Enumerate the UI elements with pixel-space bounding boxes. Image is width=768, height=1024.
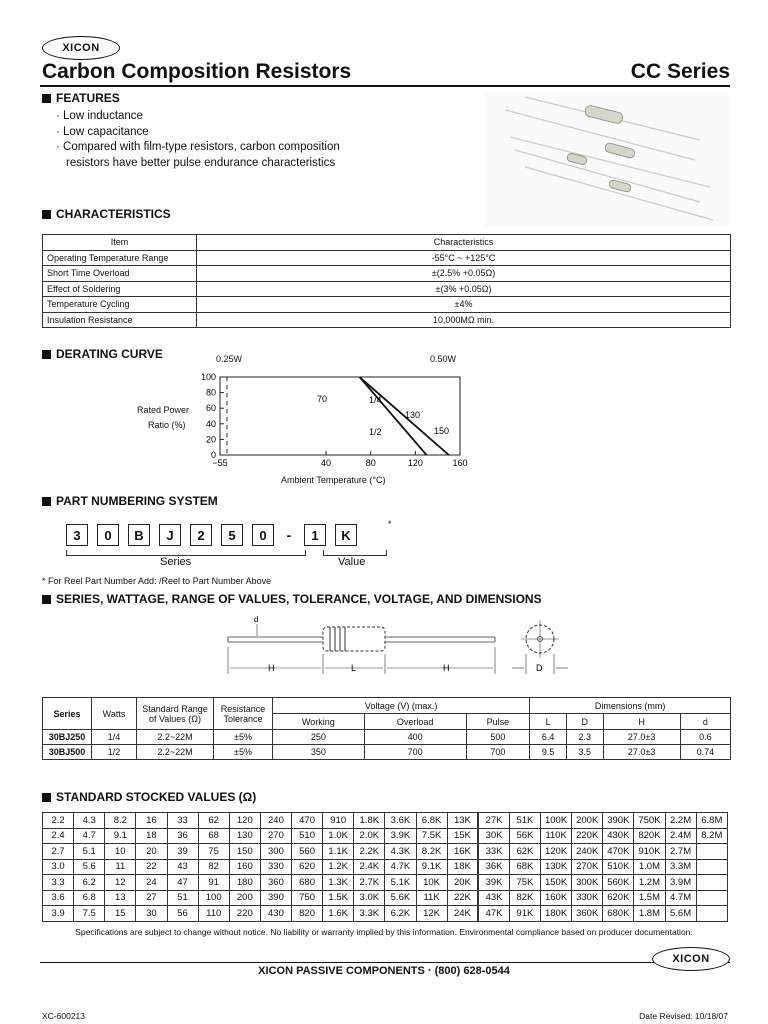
table-cell: 5.6M: [665, 906, 696, 922]
table-cell: 100K: [541, 813, 572, 829]
table-cell: 2.2M: [665, 813, 696, 829]
table-cell: 150: [229, 844, 260, 860]
table-cell: 240: [260, 813, 291, 829]
table-cell: 1.0M: [634, 859, 665, 875]
part-asterisk: *: [388, 519, 392, 529]
table-cell: 3.6K: [385, 813, 416, 829]
table-cell: [696, 890, 727, 906]
table-cell: 39K: [478, 875, 509, 891]
xicon-logo: XICON: [42, 36, 120, 60]
table-header: Voltage (V) (max.): [273, 698, 530, 714]
x-tick-label: 160: [452, 458, 468, 468]
table-header: Standard Range of Values (Ω): [137, 698, 214, 730]
table-cell: 5.6K: [385, 890, 416, 906]
table-cell: 8.2: [105, 813, 136, 829]
y-axis-label: Ratio (%): [148, 420, 186, 430]
table-cell: 250: [273, 730, 365, 745]
y-tick-label: 0: [210, 450, 216, 460]
table-cell: 130: [229, 828, 260, 844]
table-cell: 47: [167, 875, 198, 891]
table-cell: 0.6: [680, 730, 730, 745]
table-row: [43, 730, 731, 745]
table-cell: 51: [167, 890, 198, 906]
table-cell: 4.7K: [385, 859, 416, 875]
stocked-heading: STANDARD STOCKED VALUES (Ω): [42, 790, 256, 804]
table-header: Characteristics: [197, 235, 731, 251]
table-cell: 7.5K: [416, 828, 447, 844]
y-tick-label: 20: [205, 434, 216, 445]
table-row: [43, 312, 731, 328]
table-cell: 1.5M: [634, 890, 665, 906]
table-cell: 62K: [509, 844, 540, 860]
dim-label-d: d: [254, 615, 259, 624]
table-cell: 620: [292, 859, 323, 875]
table-row: [43, 859, 728, 875]
table-cell: 300K: [572, 875, 603, 891]
annotation-150: 150: [434, 426, 450, 436]
table-cell: 8.2M: [696, 828, 727, 844]
table-header: Working: [273, 714, 365, 730]
table-cell: 700: [466, 745, 530, 760]
table-cell: 2.4: [43, 828, 74, 844]
table-cell: 11: [105, 859, 136, 875]
table-cell: 22K: [447, 890, 478, 906]
table-cell: 1.1K: [323, 844, 354, 860]
table-cell: 3.9K: [385, 828, 416, 844]
table-header: Overload: [364, 714, 466, 730]
table-cell: 9.1K: [416, 859, 447, 875]
table-cell: 27.0±3: [603, 730, 680, 745]
table-cell: 110: [198, 906, 229, 922]
table-cell: 300: [260, 844, 291, 860]
date-revised: Date Revised: 10/18/07: [639, 1011, 728, 1021]
table-cell: 100: [198, 890, 229, 906]
table-row: [43, 828, 728, 844]
table-cell: 9.1: [105, 828, 136, 844]
table-row: [43, 281, 731, 297]
table-cell: 470: [292, 813, 323, 829]
table-cell: 1/4: [92, 730, 137, 745]
table-cell: 10,000MΩ min.: [197, 312, 731, 328]
table-row: [43, 745, 731, 760]
part-char-box: 5: [221, 524, 243, 546]
value-label: Value: [338, 556, 366, 568]
table-cell: 82: [198, 859, 229, 875]
characteristics-heading: CHARACTERISTICS: [42, 207, 171, 221]
table-cell: ±(3% +0.05Ω): [197, 281, 731, 297]
table-header: Watts: [92, 698, 137, 730]
table-cell: 200K: [572, 813, 603, 829]
reel-footnote: * For Reel Part Number Add: /Reel to Part Number Above: [42, 576, 272, 586]
features-list: [56, 109, 340, 171]
table-cell: 1.3K: [323, 875, 354, 891]
table-cell: ±4%: [197, 297, 731, 313]
table-cell: 1.8M: [634, 906, 665, 922]
table-cell: 30K: [478, 828, 509, 844]
table-cell: 680K: [603, 906, 634, 922]
table-cell: 120: [229, 813, 260, 829]
table-cell: 15K: [447, 828, 478, 844]
table-cell: 3.3K: [354, 906, 385, 922]
table-cell: 30BJ500: [43, 745, 92, 760]
table-cell: 750: [292, 890, 323, 906]
table-cell: 470K: [603, 844, 634, 860]
y-tick-label: 60: [205, 403, 216, 414]
dimension-drawing: [220, 612, 570, 682]
table-header: d: [680, 714, 730, 730]
table-cell: 30: [136, 906, 167, 922]
table-cell: 27K: [478, 813, 509, 829]
table-cell: 910: [323, 813, 354, 829]
derating-chart: [190, 367, 490, 473]
table-cell: ±(2.5% +0.05Ω): [197, 266, 731, 282]
table-cell: 390K: [603, 813, 634, 829]
table-cell: 270K: [572, 859, 603, 875]
table-cell: 8.2K: [416, 844, 447, 860]
table-cell: 350: [273, 745, 365, 760]
table-cell: 12K: [416, 906, 447, 922]
table-cell: 22: [136, 859, 167, 875]
table-row: [43, 875, 728, 891]
table-cell: 6.4: [530, 730, 567, 745]
table-cell: 360K: [572, 906, 603, 922]
table-cell: 9.5: [530, 745, 567, 760]
table-cell: 510K: [603, 859, 634, 875]
table-cell: 24: [136, 875, 167, 891]
company-contact: XICON PASSIVE COMPONENTS · (800) 628-0544: [258, 965, 510, 977]
table-cell: 2.2~22M: [137, 745, 214, 760]
table-cell: [696, 859, 727, 875]
annotation-70: 70: [317, 394, 328, 404]
table-cell: 10: [105, 844, 136, 860]
table-cell: ±5%: [214, 730, 273, 745]
table-cell: 2.0K: [354, 828, 385, 844]
table-cell: 10K: [416, 875, 447, 891]
table-cell: 24K: [447, 906, 478, 922]
characteristics-table: [42, 234, 731, 328]
table-cell: 68: [198, 828, 229, 844]
table-cell: 430: [260, 906, 291, 922]
table-header-row: [43, 698, 731, 714]
table-cell: 330K: [572, 890, 603, 906]
table-header: Dimensions (mm): [530, 698, 731, 714]
table-cell: [696, 844, 727, 860]
table-row: [43, 250, 731, 266]
table-cell: 0.74: [680, 745, 730, 760]
table-cell: 5.1K: [385, 875, 416, 891]
table-cell: 3.3M: [665, 859, 696, 875]
table-cell: 2.4K: [354, 859, 385, 875]
annotation-half: 1/2: [369, 427, 382, 437]
table-cell: 180: [229, 875, 260, 891]
table-cell: 2.2: [43, 813, 74, 829]
table-cell: 5.6: [74, 859, 105, 875]
plot-frame: [220, 377, 460, 455]
header-rule: [40, 85, 730, 87]
table-header: Resistance Tolerance: [214, 698, 273, 730]
table-cell: 1.6K: [323, 906, 354, 922]
table-cell: 36K: [478, 859, 509, 875]
table-header: Series: [43, 698, 92, 730]
table-cell: 75: [198, 844, 229, 860]
table-cell: 47K: [478, 906, 509, 922]
disclaimer: Specifications are subject to change without notice. No liability or warranty implied by this information. Environmental compliance based on producer documentation.: [75, 927, 693, 937]
table-cell: 220: [229, 906, 260, 922]
table-cell: 1.2M: [634, 875, 665, 891]
feature-item: · Compared with film-type resistors, carbon composition: [56, 141, 340, 153]
table-cell: 6.8K: [416, 813, 447, 829]
table-cell: 3.3: [43, 875, 74, 891]
y-ticks: [201, 372, 224, 460]
table-cell: 56K: [509, 828, 540, 844]
dim-label-H-left: H: [268, 663, 275, 673]
dim-label-H-right: H: [443, 663, 450, 673]
table-cell: Short Time Overload: [43, 266, 197, 282]
table-cell: 110K: [541, 828, 572, 844]
value-char-box: 1: [304, 524, 326, 546]
part-number-boxes: [66, 524, 357, 546]
table-cell: 2.3: [566, 730, 603, 745]
resistor-photo: [485, 92, 730, 227]
table-cell: 820: [292, 906, 323, 922]
part-char-box: 0: [97, 524, 119, 546]
table-cell: 36: [167, 828, 198, 844]
table-cell: 180K: [541, 906, 572, 922]
table-cell: 6.8: [74, 890, 105, 906]
table-row: [43, 890, 728, 906]
table-cell: 33: [167, 813, 198, 829]
feature-item: resistors have better pulse endurance characteristics: [66, 156, 336, 169]
table-cell: 43K: [478, 890, 509, 906]
table-cell: 2.2K: [354, 844, 385, 860]
table-cell: 500: [466, 730, 530, 745]
table-cell: 2.2~22M: [137, 730, 214, 745]
table-row: [43, 844, 728, 860]
table-cell: 1.0K: [323, 828, 354, 844]
table-cell: 560K: [603, 875, 634, 891]
table-cell: 43: [167, 859, 198, 875]
label-025w: 0.25W: [216, 354, 243, 364]
label-050w: 0.50W: [430, 354, 457, 364]
part-char-box: B: [128, 524, 150, 546]
features-heading: FEATURES: [42, 91, 120, 105]
part-char-box: J: [159, 524, 181, 546]
table-cell: 16: [136, 813, 167, 829]
table-cell: 7.5: [74, 906, 105, 922]
series-label: Series: [160, 556, 192, 568]
x-tick-label: 80: [365, 458, 376, 468]
feature-item: · Low capacitance: [56, 125, 149, 138]
table-row: [43, 297, 731, 313]
table-cell: 30BJ250: [43, 730, 92, 745]
table-cell: Temperature Cycling: [43, 297, 197, 313]
derating-heading: DERATING CURVE: [42, 347, 163, 361]
table-cell: 11K: [416, 890, 447, 906]
table-cell: 51K: [509, 813, 540, 829]
table-cell: 39: [167, 844, 198, 860]
table-cell: 620K: [603, 890, 634, 906]
stocked-values-table: [42, 812, 728, 922]
table-cell: 560: [292, 844, 323, 860]
table-cell: 20K: [447, 875, 478, 891]
part-numbering-heading: PART NUMBERING SYSTEM: [42, 494, 218, 508]
table-cell: Effect of Soldering: [43, 281, 197, 297]
table-header-row: [43, 235, 731, 251]
table-cell: 430K: [603, 828, 634, 844]
table-cell: 27.0±3: [603, 745, 680, 760]
table-cell: 18: [136, 828, 167, 844]
table-cell: 18K: [447, 859, 478, 875]
table-cell: 1.5K: [323, 890, 354, 906]
table-cell: 270: [260, 828, 291, 844]
part-dash: -: [286, 527, 292, 543]
page-title: Carbon Composition Resistors: [42, 60, 352, 83]
table-cell: 3.5: [566, 745, 603, 760]
table-header: Item: [43, 235, 197, 251]
table-cell: 91K: [509, 906, 540, 922]
table-cell: 91: [198, 875, 229, 891]
table-cell: 4.7M: [665, 890, 696, 906]
table-cell: 13: [105, 890, 136, 906]
table-cell: 4.3K: [385, 844, 416, 860]
table-cell: 4.3: [74, 813, 105, 829]
annotation-130: 130: [405, 410, 421, 420]
table-cell: 4.7: [74, 828, 105, 844]
x-axis-label: Ambient Temperature (°C): [281, 475, 386, 485]
feature-item: · Low inductance: [56, 110, 143, 122]
value-char-box: K: [335, 524, 357, 546]
table-row: [43, 906, 728, 922]
x-tick-label: 120: [407, 458, 423, 468]
table-cell: 1/2: [92, 745, 137, 760]
table-cell: [696, 875, 727, 891]
table-cell: 3.0: [43, 859, 74, 875]
table-cell: 200: [229, 890, 260, 906]
table-cell: 27: [136, 890, 167, 906]
table-header: L: [530, 714, 567, 730]
table-cell: 6.2K: [385, 906, 416, 922]
table-cell: 120K: [541, 844, 572, 860]
table-cell: 62: [198, 813, 229, 829]
document-number: XC-600213: [42, 1011, 86, 1021]
y-tick-label: 100: [200, 372, 216, 382]
table-cell: [696, 906, 727, 922]
table-cell: -55°C ~ +125°C: [197, 250, 731, 266]
table-header: H: [603, 714, 680, 730]
y-tick-label: 80: [205, 387, 216, 398]
dim-label-D: D: [536, 663, 543, 673]
table-cell: 400: [364, 730, 466, 745]
table-cell: ±5%: [214, 745, 273, 760]
table-header: D: [566, 714, 603, 730]
part-char-box: 3: [66, 524, 88, 546]
table-cell: 700: [364, 745, 466, 760]
table-cell: 75K: [509, 875, 540, 891]
table-cell: 6.2: [74, 875, 105, 891]
table-cell: 910K: [634, 844, 665, 860]
table-cell: 3.9M: [665, 875, 696, 891]
table-cell: 390: [260, 890, 291, 906]
table-cell: 82K: [509, 890, 540, 906]
table-cell: 2.7M: [665, 844, 696, 860]
table-cell: 3.6: [43, 890, 74, 906]
series-heading: SERIES, WATTAGE, RANGE OF VALUES, TOLERANCE, VOLTAGE, AND DIMENSIONS: [42, 592, 542, 606]
table-cell: 16K: [447, 844, 478, 860]
table-cell: 240K: [572, 844, 603, 860]
annotation-quarter: 1/4: [369, 395, 382, 405]
table-cell: Insulation Resistance: [43, 312, 197, 328]
table-cell: 1.2K: [323, 859, 354, 875]
table-cell: 68K: [509, 859, 540, 875]
table-cell: 330: [260, 859, 291, 875]
y-axis-label: Rated Power: [137, 405, 190, 415]
table-cell: 160K: [541, 890, 572, 906]
table-header: Pulse: [466, 714, 530, 730]
part-char-box: 2: [190, 524, 212, 546]
table-cell: 220K: [572, 828, 603, 844]
y-tick-label: 40: [205, 418, 216, 429]
table-cell: 1.8K: [354, 813, 385, 829]
footer-rule: [40, 962, 730, 963]
x-tick-label: 40: [321, 458, 332, 468]
table-cell: 2.4M: [665, 828, 696, 844]
table-cell: Operating Temperature Range: [43, 250, 197, 266]
table-cell: 2.7K: [354, 875, 385, 891]
table-cell: 5.1: [74, 844, 105, 860]
series-title: CC Series: [630, 60, 730, 83]
table-cell: 33K: [478, 844, 509, 860]
table-cell: 12: [105, 875, 136, 891]
x-ticks: [212, 451, 467, 468]
table-cell: 15: [105, 906, 136, 922]
table-cell: 3.9: [43, 906, 74, 922]
table-cell: 3.0K: [354, 890, 385, 906]
table-cell: 20: [136, 844, 167, 860]
xicon-logo-footer: XICON: [652, 947, 730, 971]
table-row: [43, 266, 731, 282]
series-table: [42, 697, 731, 760]
dim-label-L: L: [351, 663, 357, 673]
table-cell: 680: [292, 875, 323, 891]
x-tick-label: −55: [212, 458, 228, 468]
table-cell: 13K: [447, 813, 478, 829]
table-cell: 56: [167, 906, 198, 922]
table-cell: 150K: [541, 875, 572, 891]
table-row: [43, 813, 728, 829]
table-cell: 510: [292, 828, 323, 844]
table-cell: 360: [260, 875, 291, 891]
table-cell: 2.7: [43, 844, 74, 860]
table-cell: 6.8M: [696, 813, 727, 829]
table-cell: 750K: [634, 813, 665, 829]
table-cell: 160: [229, 859, 260, 875]
part-char-box: 0: [252, 524, 274, 546]
table-cell: 820K: [634, 828, 665, 844]
table-cell: 130K: [541, 859, 572, 875]
